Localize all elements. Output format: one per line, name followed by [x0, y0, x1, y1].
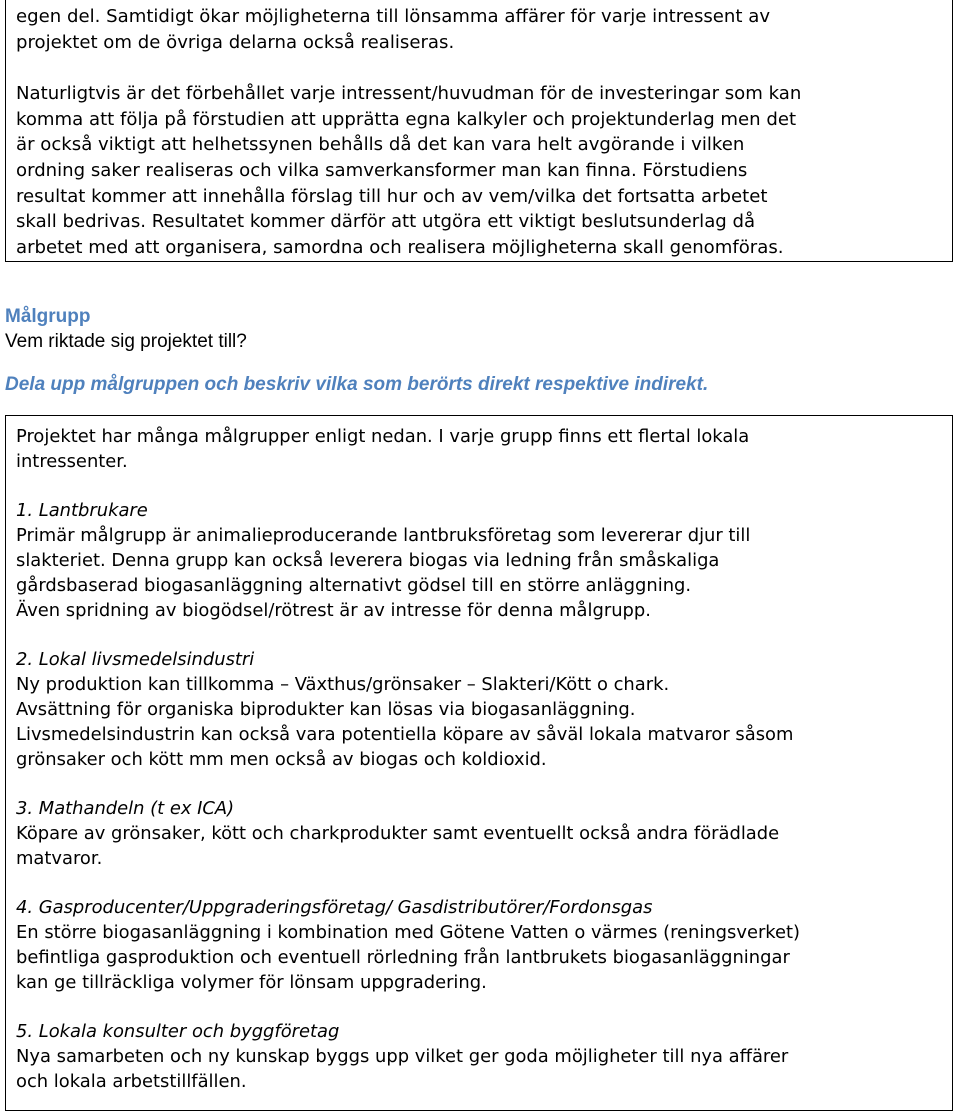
group-heading-livsmedelsindustri: 2. Lokal livsmedelsindustri — [16, 649, 255, 670]
text-line: komma att följa på förstudien att upprätta egna kalkyler och projektunderlag men det — [16, 108, 797, 130]
group-line: grönsaker och kött mm men också av biogas och koldioxid. — [16, 749, 547, 770]
previous-section-text-box — [5, 0, 953, 262]
section-question: Vem riktade sig projektet till? — [5, 331, 247, 352]
group-line: gårdsbaserad biogasanläggning alternativt gödsel till en större anläggning. — [16, 575, 692, 596]
text-line: är också viktigt att helhetssynen behålls då det kan vara helt avgörande i vilken — [16, 134, 745, 156]
text-line: Naturligtvis är det förbehållet varje intressent/huvudman för de investeringar som kan — [16, 83, 802, 105]
group-line: Ny produktion kan tillkomma – Växthus/grönsaker – Slakteri/Kött o chark. — [16, 674, 670, 695]
group-heading-gasproducenter: 4. Gasproducenter/Uppgraderingsföretag/ Gasdistributörer/Fordonsgas — [16, 897, 653, 918]
text-line: skall bedrivas. Resultatet kommer därför att utgöra ett viktigt beslutsunderlag då — [16, 211, 756, 233]
intro-line: intressenter. — [16, 451, 128, 472]
target-group-text-box — [5, 415, 953, 1111]
group-line: Nya samarbeten och ny kunskap byggs upp vilket ger goda möjligheter till nya affärer — [16, 1046, 789, 1067]
group-line: Primär målgrupp är animalieproducerande lantbruksföretag som levererar djur till — [16, 525, 751, 546]
group-line: Livsmedelsindustrin kan också vara potentiella köpare av såväl lokala matvaror såsom — [16, 724, 794, 745]
text-line: egen del. Samtidigt ökar möjligheterna till lönsamma affärer för varje intressent av — [16, 6, 771, 27]
section-instruction: Dela upp målgruppen och beskriv vilka som berörts direkt respektive indirekt. — [5, 374, 709, 395]
group-line: slakteriet. Denna grupp kan också leverera biogas via ledning från småskaliga — [16, 550, 720, 571]
group-heading-mathandeln: 3. Mathandeln (t ex ICA) — [16, 798, 235, 819]
group-line: matvaror. — [16, 848, 103, 869]
text-line: resultat kommer att innehålla förslag till hur och av vem/vilka det fortsatta arbetet — [16, 185, 768, 207]
text-line: arbetet med att organisera, samordna och realisera möjligheterna skall genomföras. — [16, 236, 784, 258]
intro-line: Projektet har många målgrupper enligt nedan. I varje grupp finns ett flertal lokala — [16, 426, 750, 447]
group-line: kan ge tillräckliga volymer för lönsam uppgradering. — [16, 972, 487, 993]
group-line: En större biogasanläggning i kombination med Götene Vatten o värmes (reningsverket) — [16, 922, 801, 943]
group-heading-konsulter: 5. Lokala konsulter och byggföretag — [16, 1021, 340, 1042]
text-line: projektet om de övriga delarna också realiseras. — [16, 31, 455, 53]
section-title: Målgrupp — [5, 306, 91, 327]
group-heading-lantbrukare: 1. Lantbrukare — [16, 500, 148, 521]
group-line: Även spridning av biogödsel/rötrest är av intresse för denna målgrupp. — [16, 600, 651, 621]
group-line: Avsättning för organiska biprodukter kan lösas via biogasanläggning. — [16, 699, 636, 720]
group-line: befintliga gasproduktion och eventuell rörledning från lantbrukets biogasanläggningar — [16, 947, 790, 968]
group-line: Köpare av grönsaker, kött och charkprodukter samt eventuellt också andra förädlade — [16, 823, 780, 844]
group-line: och lokala arbetstillfällen. — [16, 1071, 247, 1092]
text-line: ordning saker realiseras och vilka samverkansformer man kan finna. Förstudiens — [16, 159, 748, 181]
